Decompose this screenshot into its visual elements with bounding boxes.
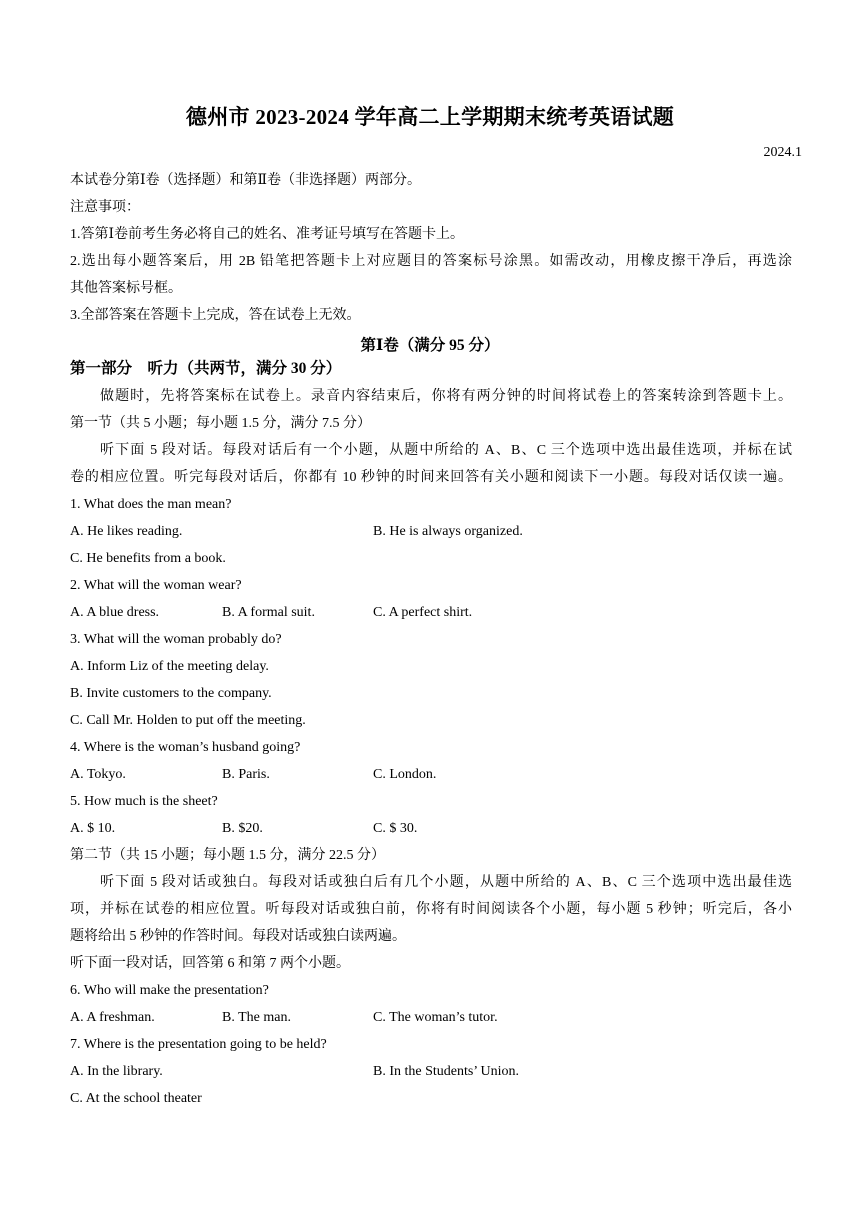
section2-instruction-line-1: 听下面 5 段对话或独白。每段对话或独白后有几个小题，从题中所给的 A、B、C 三个选项中选出最佳选: [100, 875, 792, 890]
q3-option-c: C. Call Mr. Holden to put off the meeting.: [70, 713, 306, 728]
section2-instruction-line-3: 题将给出 5 秒钟的作答时间。每段对话或独白读两遍。: [70, 929, 406, 944]
q2-option-a: A. A blue dress.: [70, 605, 160, 620]
question-3: 3. What will the woman probably do?: [70, 632, 282, 647]
section1-instruction-line-2: 卷的相应位置。听完每段对话后，你都有 10 秒钟的时间来回答有关小题和阅读下一小题。每段对话仅读一遍。: [70, 470, 792, 485]
note-3: 3.全部答案在答题卡上完成，答在试卷上无效。: [70, 308, 361, 323]
section2-instruction-line-2: 项，并标在试卷的相应位置。听每段对话或独白前，你将有时间阅读各个小题，每小题 5 秒钟；听完后，各小: [70, 902, 792, 917]
question-4: 4. Where is the woman’s husband going?: [70, 740, 301, 755]
part1-instruction: 做题时，先将答案标在试卷上。录音内容结束后，你将有两分钟的时间将试卷上的答案转涂到答题卡上。: [100, 389, 792, 404]
question-6: 6. Who will make the presentation?: [70, 983, 269, 998]
question-7: 7. Where is the presentation going to be held?: [70, 1037, 327, 1052]
q1-option-c: C. He benefits from a book.: [70, 551, 226, 566]
section2-heading: 第二节（共 15 小题；每小题 1.5 分，满分 22.5 分）: [70, 848, 385, 863]
q4-option-b: B. Paris.: [222, 767, 270, 782]
question-2: 2. What will the woman wear?: [70, 578, 242, 593]
question-1: 1. What does the man mean?: [70, 497, 232, 512]
q7-option-a: A. In the library.: [70, 1064, 163, 1079]
question-5: 5. How much is the sheet?: [70, 794, 218, 809]
note-2-line-1: 2.选出每小题答案后，用 2B 铅笔把答题卡上对应题目的答案标号涂黑。如需改动，用橡皮擦干净后，再选涂: [70, 254, 792, 269]
exam-title: 德州市 2023-2024 学年高二上学期期末统考英语试题: [185, 105, 675, 129]
intro-text: 本试卷分第Ⅰ卷（选择题）和第Ⅱ卷（非选择题）两部分。: [70, 173, 422, 188]
q6-option-b: B. The man.: [222, 1010, 291, 1025]
q2-option-c: C. A perfect shirt.: [373, 605, 473, 620]
q5-option-b: B. $20.: [222, 821, 263, 836]
notes-title: 注意事项：: [70, 200, 140, 215]
section1-instruction-line-1: 听下面 5 段对话。每段对话后有一个小题，从题中所给的 A、B、C 三个选项中选出最佳选项，并标在试: [100, 443, 792, 458]
q5-option-c: C. $ 30.: [373, 821, 418, 836]
part1-heading: 第一部分 听力（共两节，满分 30 分）: [70, 360, 342, 377]
section1-heading: 第一节（共 5 小题；每小题 1.5 分，满分 7.5 分）: [70, 416, 371, 431]
q3-option-b: B. Invite customers to the company.: [70, 686, 272, 701]
note-2-line-2: 其他答案标号框。: [70, 281, 182, 296]
note-1: 1.答第Ⅰ卷前考生务必将自己的姓名、准考证号填写在答题卡上。: [70, 227, 465, 242]
q2-option-b: B. A formal suit.: [222, 605, 315, 620]
q5-option-a: A. $ 10.: [70, 821, 116, 836]
q1-option-a: A. He likes reading.: [70, 524, 183, 539]
q3-option-a: A. Inform Liz of the meeting delay.: [70, 659, 269, 674]
q4-option-a: A. Tokyo.: [70, 767, 126, 782]
q4-option-c: C. London.: [373, 767, 437, 782]
dialog-6-intro: 听下面一段对话，回答第 6 和第 7 两个小题。: [70, 956, 350, 971]
q1-option-b: B. He is always organized.: [373, 524, 523, 539]
q7-option-b: B. In the Students’ Union.: [373, 1064, 519, 1079]
volume-heading: 第Ⅰ卷（满分 95 分）: [360, 337, 500, 354]
exam-date: 2024.1: [763, 145, 802, 160]
q7-option-c: C. At the school theater: [70, 1091, 202, 1106]
q6-option-a: A. A freshman.: [70, 1010, 155, 1025]
q6-option-c: C. The woman’s tutor.: [373, 1010, 498, 1025]
